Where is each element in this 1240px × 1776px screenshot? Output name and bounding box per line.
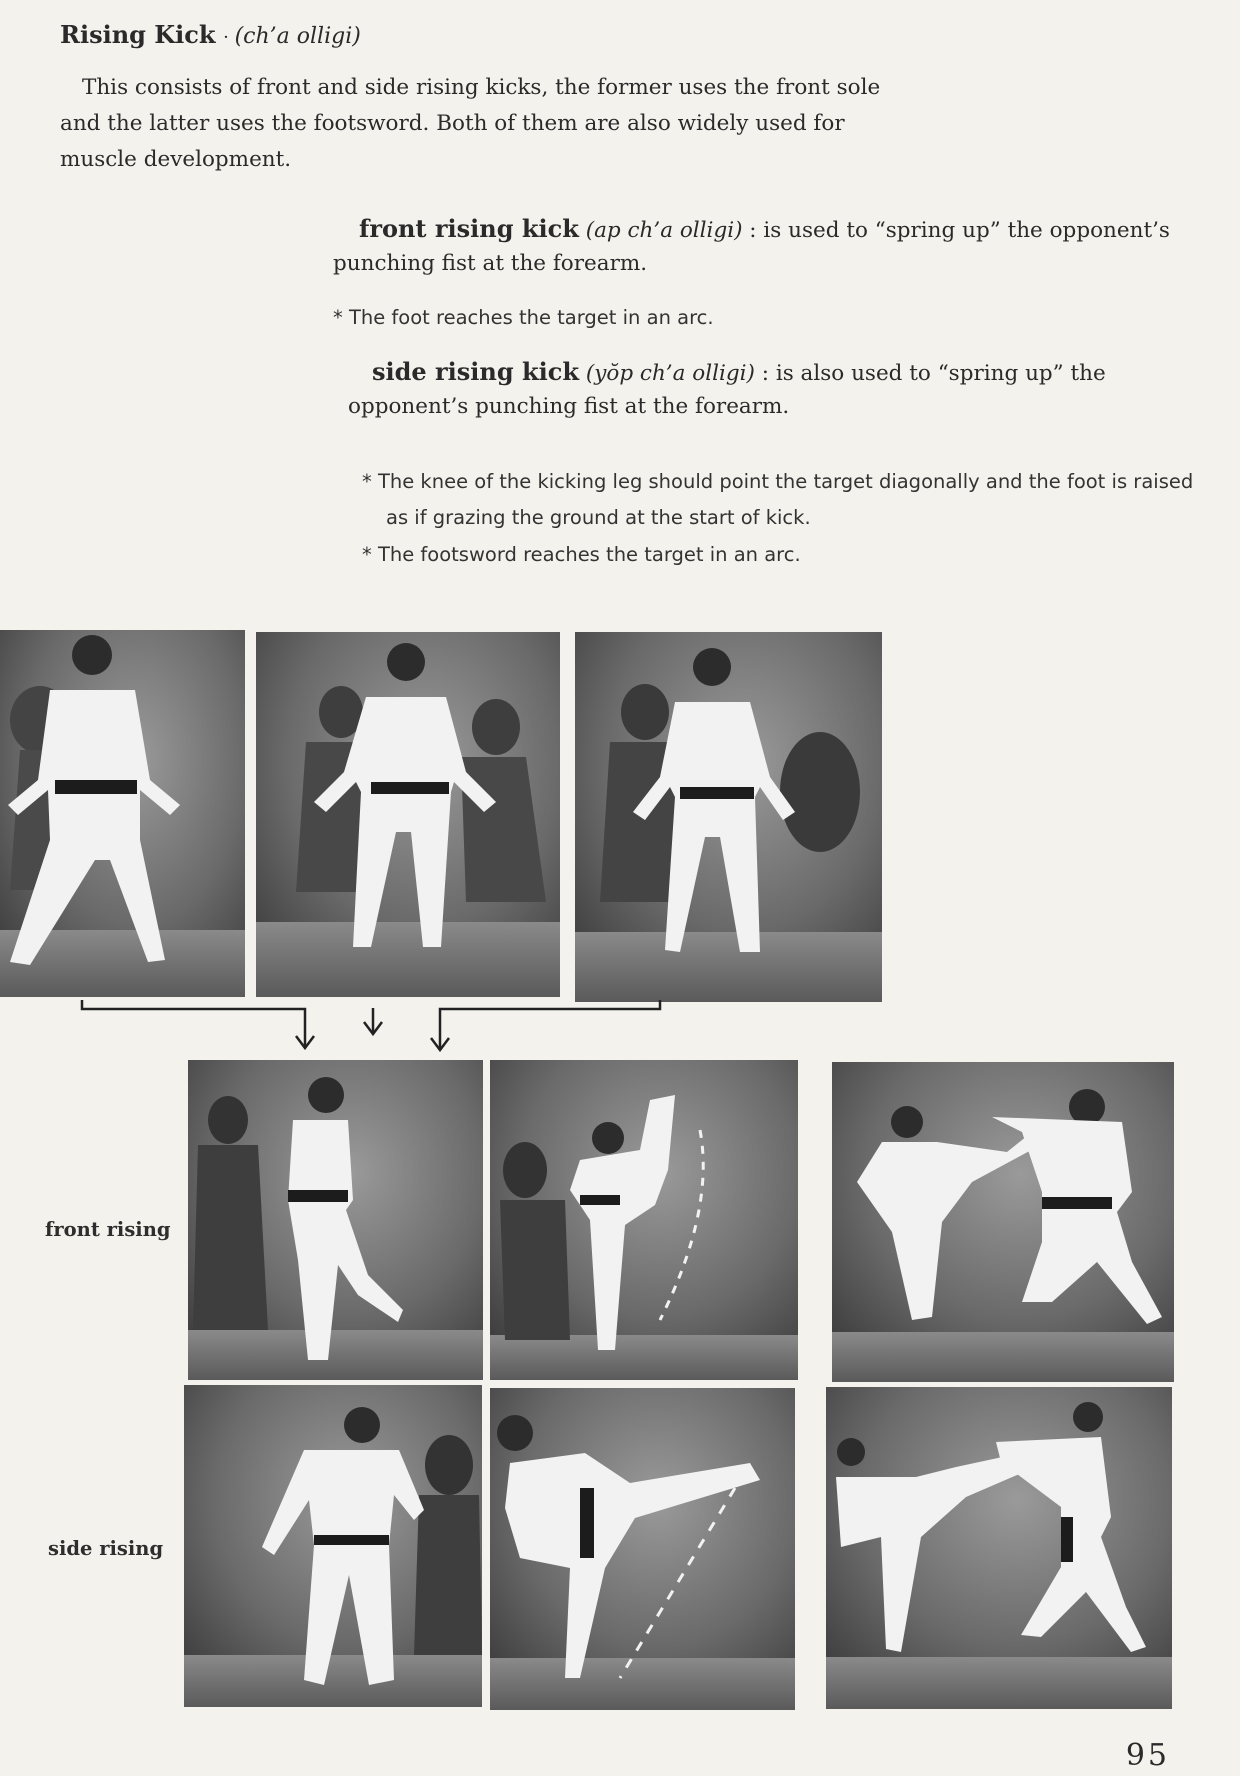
row-label-front-rising: front rising (45, 1218, 171, 1241)
side-rising-note-2: * The footsword reaches the target in an arc. (362, 543, 801, 566)
photo-front-rising-3 (832, 1062, 1174, 1382)
front-rising-text: : is used to “spring up” the opponent’s punching fist at the forearm. (333, 218, 1170, 276)
intro-paragraph: This consists of front and side rising kicks, the former uses the front sole and the latter uses the footsword. Both of them are also widely used for muscle development. (60, 75, 881, 172)
side-rising-romanization: (yŏp ch’a olligi) (585, 361, 755, 386)
heading-title: Rising Kick (60, 20, 216, 49)
photo-front-rising-2 (490, 1060, 798, 1380)
side-rising-text: : is also used to “spring up” the opponent’s punching fist at the forearm. (348, 361, 1106, 419)
front-rising-note: * The foot reaches the target in an arc. (333, 306, 714, 329)
heading-romanization: (ch’a olligi) (234, 24, 361, 49)
front-rising-term: front rising kick (359, 214, 579, 243)
photo-side-rising-1 (184, 1385, 482, 1707)
photo-ready-stance-1 (0, 630, 245, 997)
row-label-side-rising: side rising (48, 1537, 164, 1560)
sequence-arrows (70, 998, 670, 1058)
side-rising-term: side rising kick (372, 357, 579, 386)
front-rising-romanization: (ap ch’a olligi) (585, 218, 743, 243)
photo-ready-stance-2 (256, 632, 560, 997)
front-rising-definition (333, 212, 1185, 280)
side-rising-definition (348, 355, 1186, 423)
side-rising-note-1: * The knee of the kicking leg should point the target diagonally and the foot is raised as if grazing the ground at the start of kick. (362, 470, 1194, 529)
photo-ready-stance-3 (575, 632, 882, 1002)
photo-side-rising-3 (826, 1387, 1172, 1709)
page-number: 95 (1125, 1738, 1170, 1773)
photo-side-rising-2 (490, 1388, 795, 1710)
section-heading: Rising Kick · (ch’a olligi) (60, 20, 361, 49)
photo-front-rising-1 (188, 1060, 483, 1380)
